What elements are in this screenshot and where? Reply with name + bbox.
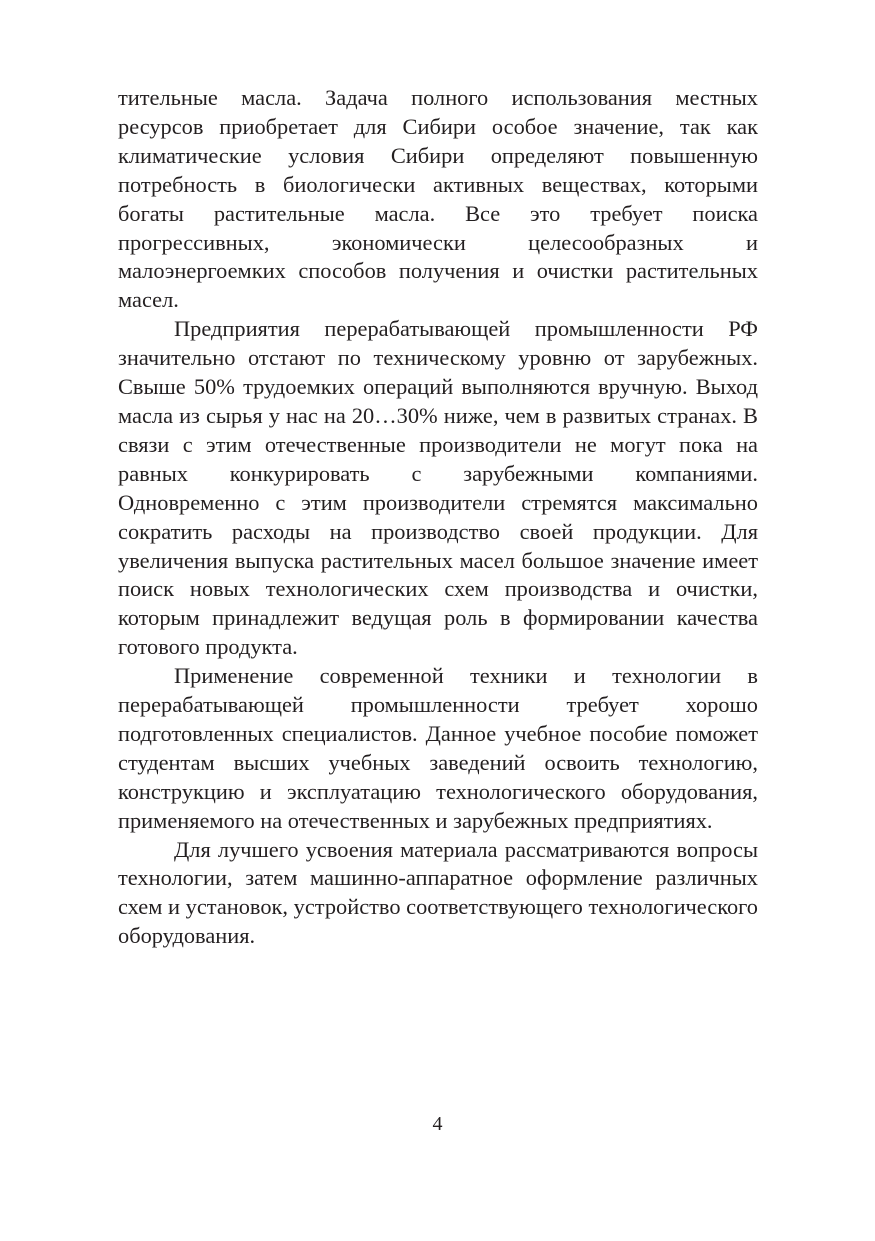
paragraph-industry-lag: Предприятия перерабатывающей промышленности РФ значительно отстают по техническому уровню от зарубежных. Свыше 50% трудоемких операций выполняются вручную. Выход масла из сырья у нас на 20…30% ниже, чем в развитых странах. В связи с этим отечественные производители не могут пока на равных конкурировать с зарубежными компаниями. Одновременно с этим производители стремятся максимально сократить расходы на производство своей продукции. Для увеличения выпуска растительных масел большое значение имеет поиск новых технологических схем производства и очистки, которым принадлежит ведущая роль в формировании качества готового продукта. (118, 316, 758, 660)
paragraph-material-structure: Для лучшего усвоения материала рассматриваются вопросы технологии, затем машинно-аппаратное оформление различных схем и установок, устройство соответствующего технологического оборудования. (118, 836, 758, 949)
paragraph-continuation: тительные масла. Задача полного использования местных ресурсов приобретает для Сибири особое значение, так как климатические условия Сибири определяют повышенную потребность в биологически активных веществах, которыми богаты растительные масла. Все это требует поиска прогрессивных, экономически целесообразных и малоэнергоемких способов получения и очистки растительных масел. (118, 85, 758, 313)
body-text (118, 84, 758, 951)
page-number: 4 (432, 1113, 443, 1135)
paragraph-specialists: Применение современной техники и технологии в перерабатывающей промышленности требует хорошо подготовленных специалистов. Данное учебное пособие поможет студентам высших учебных заведений освоить технологию, конструкцию и эксплуатацию технологического оборудования, применяемого на отечественных и зарубежных предприятиях. (118, 663, 758, 833)
